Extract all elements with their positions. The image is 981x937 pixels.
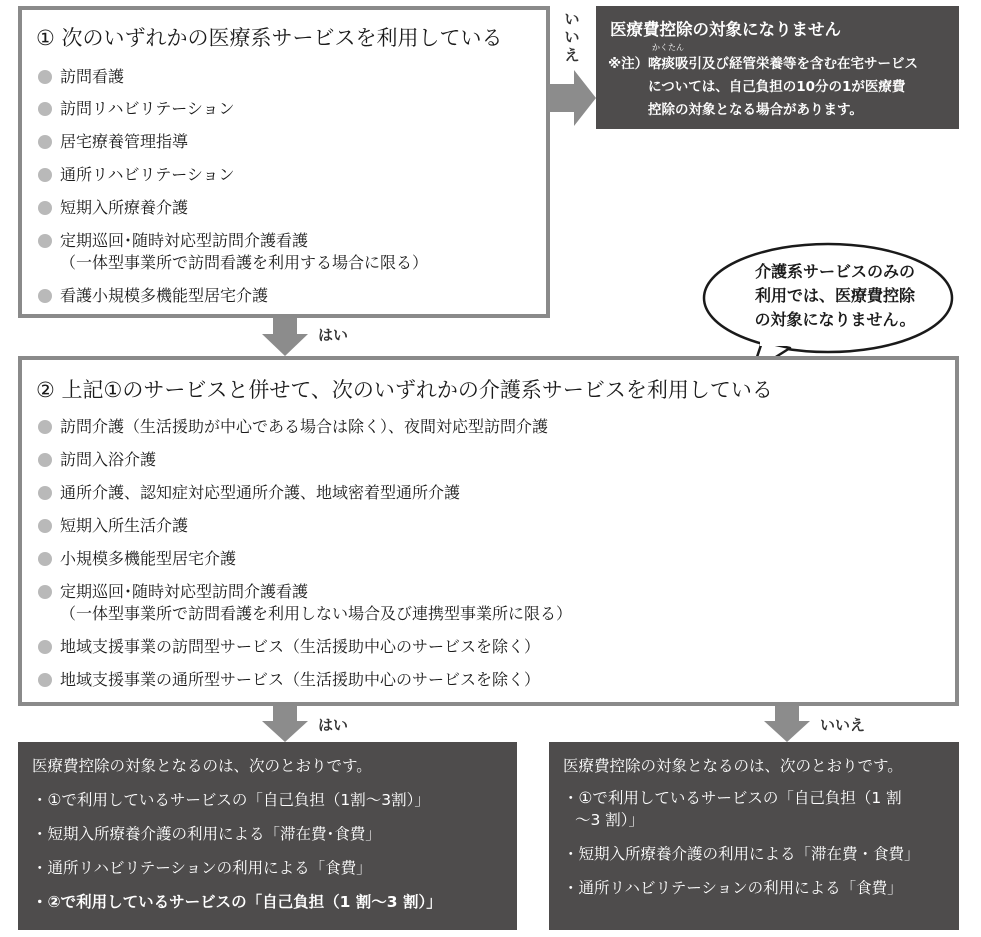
bullet-dot-icon: [38, 585, 52, 599]
list-item: 小規模多機能型居宅介護: [38, 548, 236, 570]
box-not-eligible: [596, 6, 959, 129]
bullet-dot-icon: [38, 234, 52, 248]
note-line: については、自己負担の10分の1が医療費: [648, 79, 906, 95]
eligible-line: ・通所リハビリテーションの利用による「食費」: [563, 879, 903, 897]
speech-bubble-text: 介護系サービスのみの 利用では、医療費控除 の対象になりません。: [754, 262, 916, 329]
bullet-dot-icon: [38, 168, 52, 182]
list-item: 地域支援事業の訪問型サービス（生活援助中心のサービスを除く）: [38, 636, 540, 658]
list-item: 短期入所生活介護: [38, 515, 188, 537]
note-line: 控除の対象となる場合があります。: [648, 102, 863, 118]
arrow1-label: い い え: [564, 10, 580, 64]
list-item: 訪問介護（生活援助が中心である場合は除く）、夜間対応型訪問介護: [38, 416, 548, 438]
list-item: 訪問リハビリテーション: [38, 98, 235, 120]
box2-title: ② 上記①のサービスと併せて、次のいずれかの介護系サービスを利用している: [36, 378, 773, 402]
eligible-title: 医療費控除の対象となるのは、次のとおりです。: [32, 757, 372, 775]
bullet-dot-icon: [38, 673, 52, 687]
eligible-title: 医療費控除の対象となるのは、次のとおりです。: [563, 757, 903, 775]
list-item: 訪問看護: [38, 66, 124, 88]
arrow4-label: いいえ: [820, 716, 866, 734]
down-arrow-icon: [262, 318, 308, 356]
down-arrow-icon: [764, 706, 810, 742]
bullet-dot-icon: [38, 70, 52, 84]
bullet-dot-icon: [38, 552, 52, 566]
bullet-dot-icon: [38, 102, 52, 116]
ruby-text: かくたん: [652, 43, 684, 52]
arrow2-label: はい: [318, 326, 349, 344]
list-item: 短期入所療養介護: [38, 197, 188, 219]
list-item: 訪問入浴介護: [38, 449, 156, 471]
box-eligible-with-care: [18, 742, 517, 930]
box-eligible-without-care: [549, 742, 959, 930]
down-arrow-icon: [262, 706, 308, 742]
list-item: 地域支援事業の通所型サービス（生活援助中心のサービスを除く）: [38, 669, 540, 691]
bullet-dot-icon: [38, 519, 52, 533]
bullet-dot-icon: [38, 453, 52, 467]
list-item-sub: （一体型事業所で訪問看護を利用しない場合及び連携型事業所に限る）: [60, 604, 573, 623]
list-item: 通所介護、認知症対応型通所介護、地域密着型通所介護: [38, 482, 460, 504]
box-medical-services: [18, 6, 550, 318]
bullet-dot-icon: [38, 289, 52, 303]
not-eligible-title: 医療費控除の対象になりません: [610, 20, 841, 39]
eligible-line: ～3 割）」: [575, 811, 645, 829]
bullet-dot-icon: [38, 420, 52, 434]
bullet-dot-icon: [38, 486, 52, 500]
box1-title: ① 次のいずれかの医療系サービスを利用している: [36, 26, 503, 50]
eligible-line: ・①で利用しているサービスの「自己負担（1 割: [563, 789, 902, 807]
bullet-dot-icon: [38, 640, 52, 654]
bullet-dot-icon: [38, 135, 52, 149]
note-line: 喀痰吸引及び経管栄養等を含む在宅サービス: [648, 56, 918, 72]
box-care-services: [18, 356, 959, 706]
list-item: 看護小規模多機能型居宅介護: [38, 285, 268, 307]
eligible-line: ・短期入所療養介護の利用による「滞在費・食費」: [563, 845, 920, 863]
bullet-dot-icon: [38, 201, 52, 215]
list-item: 通所リハビリテーション: [38, 164, 235, 186]
note-prefix: ※注）: [608, 56, 649, 72]
arrow3-label: はい: [318, 716, 349, 734]
list-item: 定期巡回･随時対応型訪問介護看護: [38, 581, 308, 603]
list-item: 定期巡回･随時対応型訪問介護看護: [38, 230, 308, 252]
list-item: 居宅療養管理指導: [38, 131, 188, 153]
right-arrow-icon: [548, 70, 596, 126]
eligible-line-emphasis: ・②で利用しているサービスの「自己負担（1 割～3 割）」: [32, 893, 442, 911]
list-item-sub: （一体型事業所で訪問看護を利用する場合に限る）: [60, 253, 429, 272]
eligible-line: ・短期入所療養介護の利用による「滞在費･食費」: [32, 825, 381, 843]
eligible-line: ・①で利用しているサービスの「自己負担（1割～3割）」: [32, 791, 430, 809]
eligible-line: ・通所リハビリテーションの利用による「食費」: [32, 859, 372, 877]
